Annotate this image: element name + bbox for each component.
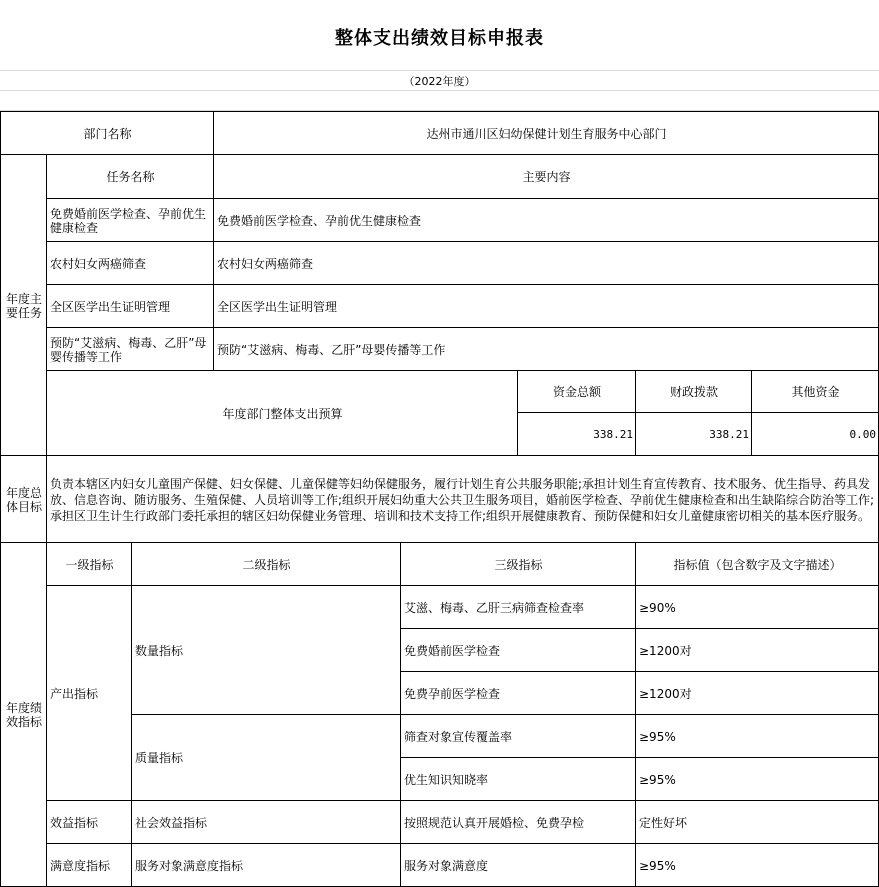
budget-header-fiscal: 财政拨款 [635,370,752,413]
perf-value: ≥90% [635,585,879,629]
task-name: 全区医学出生证明管理 [46,284,214,328]
budget-fiscal-value: 338.21 [635,412,752,456]
perf-service-satisfaction-indicator: 服务对象满意度指标 [131,843,401,887]
budget-total-value: 338.21 [517,412,636,456]
perf-section-label: 年度绩效指标 [0,542,47,887]
perf-social-benefit-indicator: 社会效益指标 [131,800,401,844]
tasks-col-name: 任务名称 [46,154,214,199]
perf-header-level2: 二级指标 [131,542,401,586]
perf-level3-item: 服务对象满意度 [400,843,636,887]
perf-level3-item: 免费婚前医学检查 [400,628,636,672]
perf-benefit-indicator: 效益指标 [46,800,132,844]
perf-output-indicator: 产出指标 [46,585,132,801]
year-row [0,70,879,91]
dept-label: 部门名称 [0,111,214,155]
perf-value: ≥1200对 [635,671,879,715]
perf-value: ≥95% [635,714,879,758]
budget-other-value: 0.00 [751,412,879,456]
perf-level3-item: 按照规范认真开展婚检、免费孕检 [400,800,636,844]
report-year: （2022年度） [403,75,476,88]
perf-value: ≥1200对 [635,628,879,672]
perf-value: ≥95% [635,843,879,887]
page-title: 整体支出绩效目标申报表 [335,28,544,49]
perf-value: 定性好坏 [635,800,879,844]
overall-goal-text: 负责本辖区内妇女儿童围产保健、妇女保健、儿童保健等妇幼保健服务，履行计划生育公共服务职能;承担计划生育宣传教育、技术服务、优生指导、药具发放、信息咨询、随访服务、生殖保健、人员培训等工作;组织开展妇幼重大公共卫生服务项目，婚前医学检查、孕前优生健康检查和出生缺陷综合防治等工作;承担区卫生计生行政部门委托承担的辖区妇幼保健业务管理、培训和技术支持工作;组织开展健康教育、预防保健和妇女儿童健康密切相关的基本医疗服务。 [46,455,879,543]
task-name: 农村妇女两癌筛查 [46,241,214,285]
perf-level3-item: 优生知识知晓率 [400,757,636,801]
dept-value: 达州市通川区妇幼保健计划生育服务中心部门 [213,111,879,155]
perf-header-value: 指标值（包含数字及文字描述） [635,542,879,586]
task-name: 预防“艾滋病、梅毒、乙肝”母婴传播等工作 [46,327,214,371]
budget-header-total: 资金总额 [517,370,636,413]
task-content: 预防“艾滋病、梅毒、乙肝”母婴传播等工作 [213,327,879,371]
task-content: 全区医学出生证明管理 [213,284,879,328]
perf-value: ≥95% [635,757,879,801]
task-content: 农村妇女两癌筛查 [213,241,879,285]
task-name: 免费婚前医学检查、孕前优生健康检查 [46,198,214,242]
perf-level3-item: 艾滋、梅毒、乙肝三病筛查检查率 [400,585,636,629]
task-content: 免费婚前医学检查、孕前优生健康检查 [213,198,879,242]
perf-satisfaction-indicator: 满意度指标 [46,843,132,887]
title-row [0,0,879,71]
budget-label: 年度部门整体支出预算 [46,370,518,456]
spacer-row [0,91,879,111]
perf-quantity-indicator: 数量指标 [131,585,401,715]
perf-level3-item: 筛查对象宣传覆盖率 [400,714,636,758]
perf-quality-indicator: 质量指标 [131,714,401,801]
tasks-col-content: 主要内容 [213,154,879,199]
budget-header-other: 其他资金 [751,370,879,413]
perf-header-level1: 一级指标 [46,542,132,586]
tasks-section-label: 年度主要任务 [0,154,47,456]
overall-goal-label: 年度总体目标 [0,455,47,543]
perf-level3-item: 免费孕前医学检查 [400,671,636,715]
perf-header-level3: 三级指标 [400,542,636,586]
